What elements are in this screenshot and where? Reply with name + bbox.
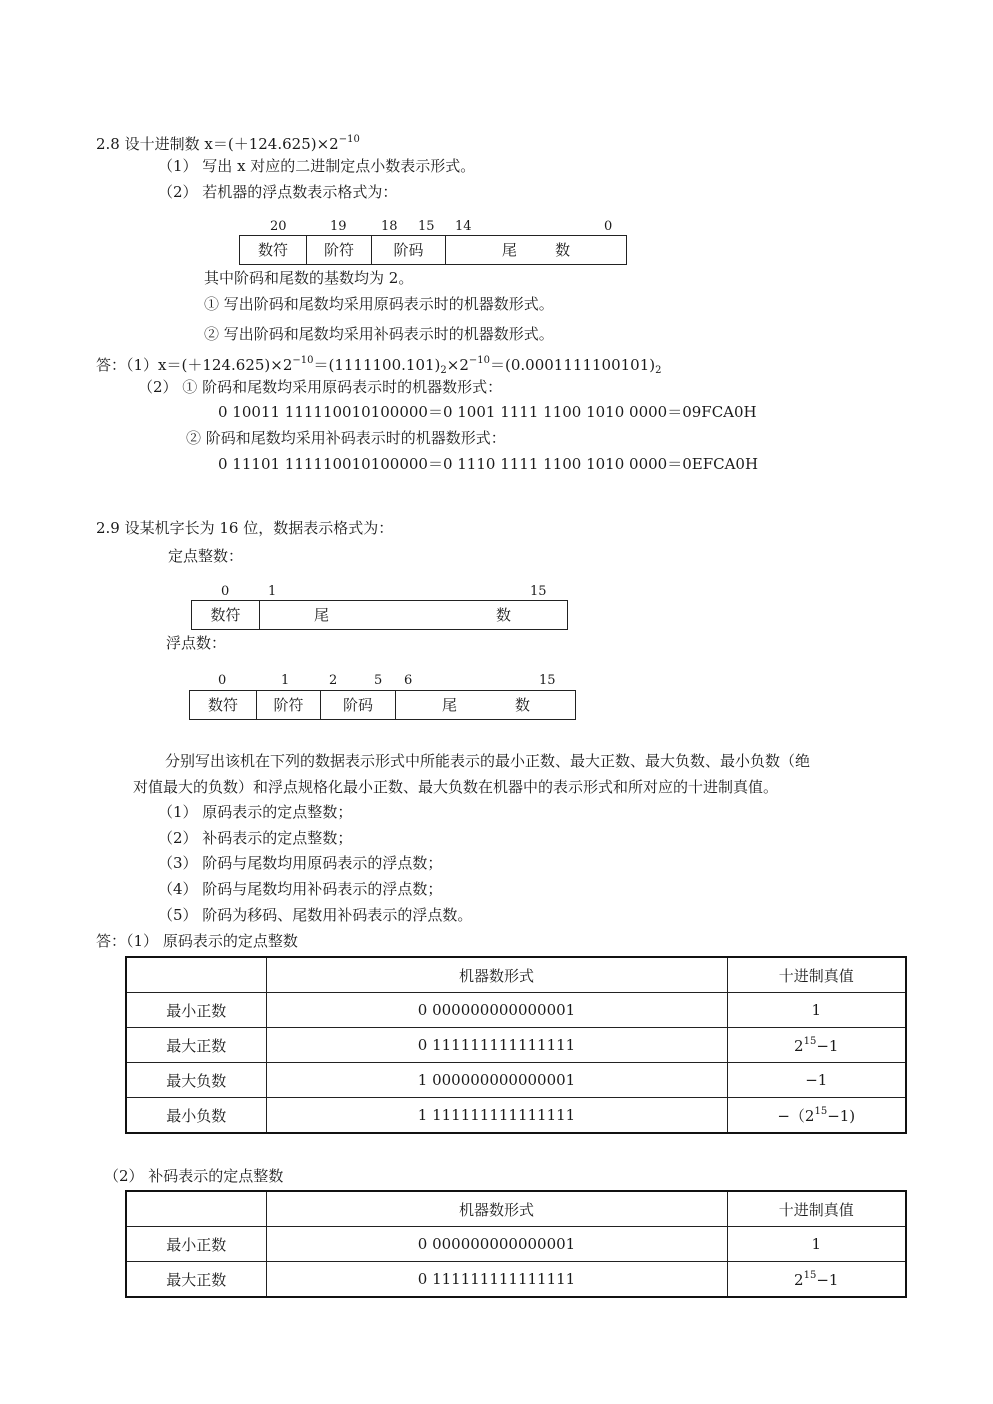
row-label: 最小负数 xyxy=(126,1098,266,1134)
bit-number: 1 xyxy=(281,673,290,688)
machine-form: 1 111111111111111 xyxy=(266,1098,727,1134)
q28-sub2: （2） 若机器的浮点数表示格式为： xyxy=(158,183,398,201)
q28-title: 2.8 设十进制数 $x=(+124.625)\times 2^{-10}$ xyxy=(96,134,360,153)
format-cell-mantissa: 尾 数 xyxy=(442,696,530,714)
format-cell-sign: 数符 xyxy=(240,236,307,264)
q28-answer2-head: （2） ① 阶码和尾数均采用原码表示时的机器数形式： xyxy=(138,378,503,396)
decimal-value: 1 xyxy=(727,1227,906,1262)
q29-item: （2） 补码表示的定点整数； xyxy=(158,829,353,847)
bit-number: 0 xyxy=(218,673,227,688)
q29-item: （4） 阶码与尾数均用补码表示的浮点数； xyxy=(158,880,443,898)
format-cell-exp-sign: 阶符 xyxy=(257,691,321,719)
machine-form: 0 111111111111111 xyxy=(266,1028,727,1063)
q29-fixed-format-box xyxy=(191,600,568,630)
q29-answer1-title: 答：（1） 原码表示的定点整数 xyxy=(96,932,298,950)
table-header-cell xyxy=(126,1191,266,1227)
decimal-value: −1 xyxy=(727,1063,906,1098)
q29-paragraph-line2: 对值最大的负数）和浮点规格化最小正数、最大负数在机器中的表示形式和所对应的十进制真值。 xyxy=(133,778,779,796)
table-signmag-fixed xyxy=(125,956,907,1134)
bit-number: 6 xyxy=(404,673,413,688)
table-twos-fixed xyxy=(125,1190,907,1298)
table-row xyxy=(126,1063,906,1098)
bit-number: 0 xyxy=(604,219,613,234)
table-header-cell: 十进制真值 xyxy=(727,957,906,993)
machine-form: 0 000000000000001 xyxy=(266,1227,727,1262)
bit-number: 19 xyxy=(330,219,347,234)
bit-number: 20 xyxy=(270,219,287,234)
q29-answer2-title: （2） 补码表示的定点整数 xyxy=(104,1167,284,1185)
format-cell-exponent: 阶码 xyxy=(321,691,396,719)
row-label: 最大正数 xyxy=(126,1028,266,1063)
q28-answer-line1: 答：$(1)x=(+124.625)\times 2^{-10}=(1111100.101)_2\times 2^{-10}=(0.0001111100101)_2$ xyxy=(96,355,662,376)
q28-format-box xyxy=(239,235,627,265)
decimal-value: 1 xyxy=(727,993,906,1028)
machine-form: 1 000000000000001 xyxy=(266,1063,727,1098)
q28-answer2-head2: ② 阶码和尾数均采用补码表示时的机器数形式： xyxy=(186,429,506,447)
format-cell-mantissa: 尾 数 xyxy=(501,241,571,259)
q28-answer2-value2: 0 11101 111110010100000＝0 1110 1111 1100 1010 0000＝0EFCA0H xyxy=(218,455,759,473)
machine-form: 0 111111111111111 xyxy=(266,1262,727,1298)
bit-number: 18 xyxy=(381,219,398,234)
q28-note: 其中阶码和尾数的基数均为 2。 xyxy=(204,269,414,287)
bit-number: 15 xyxy=(539,673,556,688)
bit-number: 15 xyxy=(530,584,547,599)
bit-number: 0 xyxy=(221,584,230,599)
table-header-cell: 十进制真值 xyxy=(727,1191,906,1227)
q29-title: 2.9 设某机字长为 16 位，数据表示格式为： xyxy=(96,519,394,537)
table-row xyxy=(126,1227,906,1262)
bit-number: 14 xyxy=(455,219,472,234)
machine-form: 0 000000000000001 xyxy=(266,993,727,1028)
format-cell-exponent: 阶码 xyxy=(372,236,446,264)
format-cell-sign: 数符 xyxy=(192,601,260,629)
bit-number: 2 xyxy=(329,673,338,688)
q28-opt2: ② 写出阶码和尾数均采用补码表示时的机器数形式。 xyxy=(204,325,554,343)
format-cell-exp-sign: 阶符 xyxy=(307,236,372,264)
table-row xyxy=(126,1262,906,1298)
table-row xyxy=(126,1028,906,1063)
q28-opt1: ① 写出阶码和尾数均采用原码表示时的机器数形式。 xyxy=(204,295,554,313)
table-row xyxy=(126,1098,906,1134)
decimal-value: $2^{15}-1$ xyxy=(727,1028,906,1063)
q29-item: （3） 阶码与尾数均用原码表示的浮点数； xyxy=(158,854,443,872)
table-header-cell: 机器数形式 xyxy=(266,1191,727,1227)
bit-number: 1 xyxy=(268,584,277,599)
table-header-row xyxy=(126,1191,906,1227)
q29-float-format-box xyxy=(189,690,576,720)
row-label: 最小正数 xyxy=(126,1227,266,1262)
decimal-value: $-(2^{15}-1)$ xyxy=(727,1098,906,1134)
bit-number: 5 xyxy=(374,673,383,688)
row-label: 最大负数 xyxy=(126,1063,266,1098)
q29-paragraph-line1: 分别写出该机在下列的数据表示形式中所能表示的最小正数、最大正数、最大负数、最小负数（绝 xyxy=(165,752,811,770)
table-header-cell: 机器数形式 xyxy=(266,957,727,993)
table-header-row xyxy=(126,957,906,993)
q28-answer2-value1: 0 10011 111110010100000＝0 1001 1111 1100 1010 0000＝09FCA0H xyxy=(218,403,757,421)
format-cell-sign: 数符 xyxy=(190,691,257,719)
q29-fixed-label: 定点整数： xyxy=(168,547,244,565)
format-cell-mantissa: 尾 数 xyxy=(314,606,511,624)
q29-item: （5） 阶码为移码、尾数用补码表示的浮点数。 xyxy=(158,906,473,924)
bit-number: 15 xyxy=(418,219,435,234)
table-row xyxy=(126,993,906,1028)
row-label: 最小正数 xyxy=(126,993,266,1028)
table-header-cell xyxy=(126,957,266,993)
q28-sub1: （1） 写出 x 对应的二进制定点小数表示形式。 xyxy=(158,157,476,175)
decimal-value: $2^{15}-1$ xyxy=(727,1262,906,1298)
q29-float-label: 浮点数： xyxy=(166,634,227,652)
row-label: 最大正数 xyxy=(126,1262,266,1298)
q29-item: （1） 原码表示的定点整数； xyxy=(158,803,353,821)
